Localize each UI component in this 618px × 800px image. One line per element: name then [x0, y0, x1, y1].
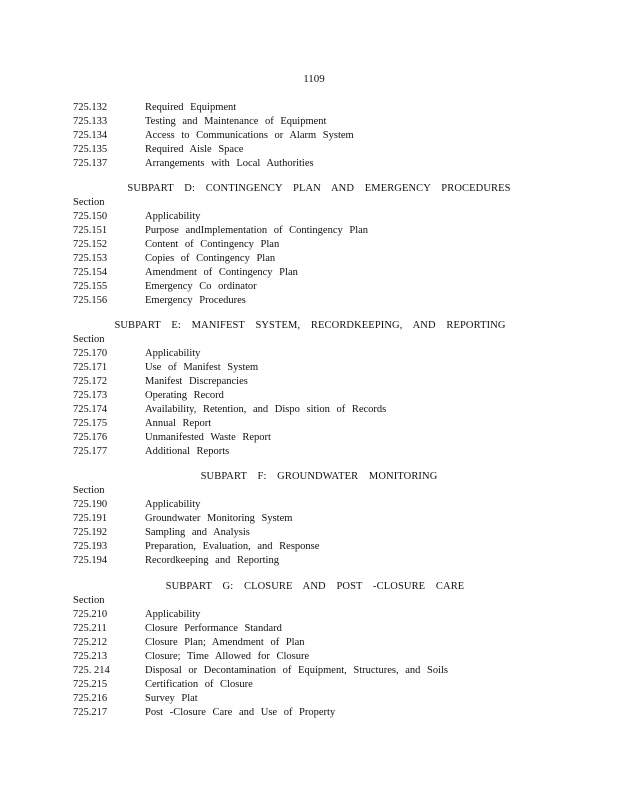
- list-item: [73, 526, 543, 540]
- section-title: Closure; Time Allowed for Closure: [145, 651, 310, 662]
- section-number: 725.152: [73, 239, 108, 250]
- list-item: [73, 692, 543, 706]
- list-item: [73, 706, 543, 720]
- section-number: 725.213: [73, 651, 108, 662]
- section-number: 725.215: [73, 679, 108, 690]
- subpart-f-list: [73, 484, 543, 568]
- section-number: 725.216: [73, 693, 108, 704]
- section-title: Testing and Maintenance of Equipment: [145, 116, 327, 127]
- section-title: Survey Plat: [145, 693, 198, 704]
- section-number: 725.171: [73, 362, 108, 373]
- section-number: 725.132: [73, 102, 108, 113]
- list-item: [73, 417, 543, 431]
- list-item: [73, 650, 543, 664]
- section-label: Section: [73, 334, 105, 345]
- section-title: Applicability: [145, 348, 201, 359]
- section-title: Applicability: [145, 609, 201, 620]
- section-number: 725.134: [73, 130, 108, 141]
- section-number: 725.156: [73, 295, 108, 306]
- section-number: 725.211: [73, 623, 107, 634]
- section-title: Applicability: [145, 211, 201, 222]
- list-item: [73, 143, 543, 157]
- list-item: [73, 280, 543, 294]
- section-number: 725.170: [73, 348, 108, 359]
- section-title: Use of Manifest System: [145, 362, 259, 373]
- list-item: [73, 224, 543, 238]
- section-number: 725.137: [73, 158, 108, 169]
- section-number: 725.194: [73, 555, 108, 566]
- section-number: 725.212: [73, 637, 108, 648]
- section-label: Section: [73, 197, 105, 208]
- list-item: [73, 540, 543, 554]
- list-item: [73, 252, 543, 266]
- section-title: Required Aisle Space: [145, 144, 244, 155]
- page-number: 1109: [303, 73, 325, 85]
- section-number: 725.150: [73, 211, 108, 222]
- section-title: Groundwater Monitoring System: [145, 513, 293, 524]
- section-number: 725.191: [73, 513, 108, 524]
- section-label: Section: [73, 595, 105, 606]
- section-number: 725.155: [73, 281, 108, 292]
- subpart-g-heading: SUBPART G: CLOSURE AND POST -CLOSURE CARE: [165, 581, 465, 592]
- section-title: Copies of Contingency Plan: [145, 253, 276, 264]
- subpart-f-heading: SUBPART F: GROUNDWATER MONITORING: [200, 471, 438, 482]
- list-item: [73, 554, 543, 568]
- section-number: 725.154: [73, 267, 108, 278]
- section-title: Content of Contingency Plan: [145, 239, 280, 250]
- section-title: Access to Communications or Alarm System: [145, 130, 354, 141]
- section-title: Disposal or Decontamination of Equipment, Structures, and Soils: [145, 665, 448, 676]
- list-item: [73, 266, 543, 280]
- section-title: Sampling and Analysis: [145, 527, 250, 538]
- section-title: Recordkeeping and Reporting: [145, 555, 279, 566]
- section-title: Preparation, Evaluation, and Response: [145, 541, 320, 552]
- list-item: [73, 622, 543, 636]
- section-title: Required Equipment: [145, 102, 237, 113]
- section-number: 725.217: [73, 707, 108, 718]
- list-item: [73, 636, 543, 650]
- section-title: Applicability: [145, 499, 201, 510]
- list-item: [73, 294, 543, 308]
- section-number: 725.174: [73, 404, 108, 415]
- section-number: 725.192: [73, 527, 108, 538]
- list-item: [73, 608, 543, 622]
- list-item: [73, 431, 543, 445]
- section-number: 725.133: [73, 116, 108, 127]
- section-number: 725.151: [73, 225, 108, 236]
- section-number: 725.153: [73, 253, 108, 264]
- section-number: 725.176: [73, 432, 108, 443]
- list-item: [73, 101, 543, 115]
- section-title: Arrangements with Local Authorities: [145, 158, 314, 169]
- list-item: [73, 115, 543, 129]
- subpart-e-list: [73, 333, 543, 459]
- section-number: 725.172: [73, 376, 108, 387]
- section-number: 725.177: [73, 446, 108, 457]
- section-title: Manifest Discrepancies: [145, 376, 248, 387]
- section-number: 725.173: [73, 390, 108, 401]
- list-item: [73, 389, 543, 403]
- section-number: 725.175: [73, 418, 108, 429]
- section-title: Closure Plan; Amendment of Plan: [145, 637, 305, 648]
- subpart-d-heading: SUBPART D: CONTINGENCY PLAN AND EMERGENCY PROCEDURES: [127, 183, 511, 194]
- list-item: [73, 129, 543, 143]
- section-title: Unmanifested Waste Report: [145, 432, 271, 443]
- section-number: 725. 214: [73, 665, 110, 676]
- subpart-g-list: [73, 594, 543, 720]
- list-item: [73, 238, 543, 252]
- section-title: Amendment of Contingency Plan: [145, 267, 298, 278]
- section-title: Annual Report: [145, 418, 212, 429]
- section-title: Additional Reports: [145, 446, 230, 457]
- list-item: [73, 347, 543, 361]
- section-title: Certification of Closure: [145, 679, 253, 690]
- list-item: [73, 375, 543, 389]
- top-entry-list: [73, 101, 543, 171]
- list-item: [73, 512, 543, 526]
- list-item: [73, 210, 543, 224]
- section-number: 725.210: [73, 609, 108, 620]
- section-title: Operating Record: [145, 390, 224, 401]
- section-title: Closure Performance Standard: [145, 623, 282, 634]
- section-number: 725.193: [73, 541, 108, 552]
- list-item: [73, 403, 543, 417]
- section-title: Emergency Co ordinator: [145, 281, 257, 292]
- list-item: [73, 664, 543, 678]
- section-title: Emergency Procedures: [145, 295, 246, 306]
- subpart-e-heading: SUBPART E: MANIFEST SYSTEM, RECORDKEEPING, AND REPORTING: [114, 320, 506, 331]
- section-number: 725.190: [73, 499, 108, 510]
- list-item: [73, 445, 543, 459]
- list-item: [73, 498, 543, 512]
- section-label: Section: [73, 485, 105, 496]
- list-item: [73, 361, 543, 375]
- section-title: Purpose andImplementation of Contingency Plan: [145, 225, 369, 236]
- section-number: 725.135: [73, 144, 108, 155]
- list-item: [73, 157, 543, 171]
- section-title: Post -Closure Care and Use of Property: [145, 707, 336, 718]
- subpart-d-list: [73, 196, 543, 308]
- list-item: [73, 678, 543, 692]
- section-title: Availability, Retention, and Dispo sition of Records: [145, 404, 387, 415]
